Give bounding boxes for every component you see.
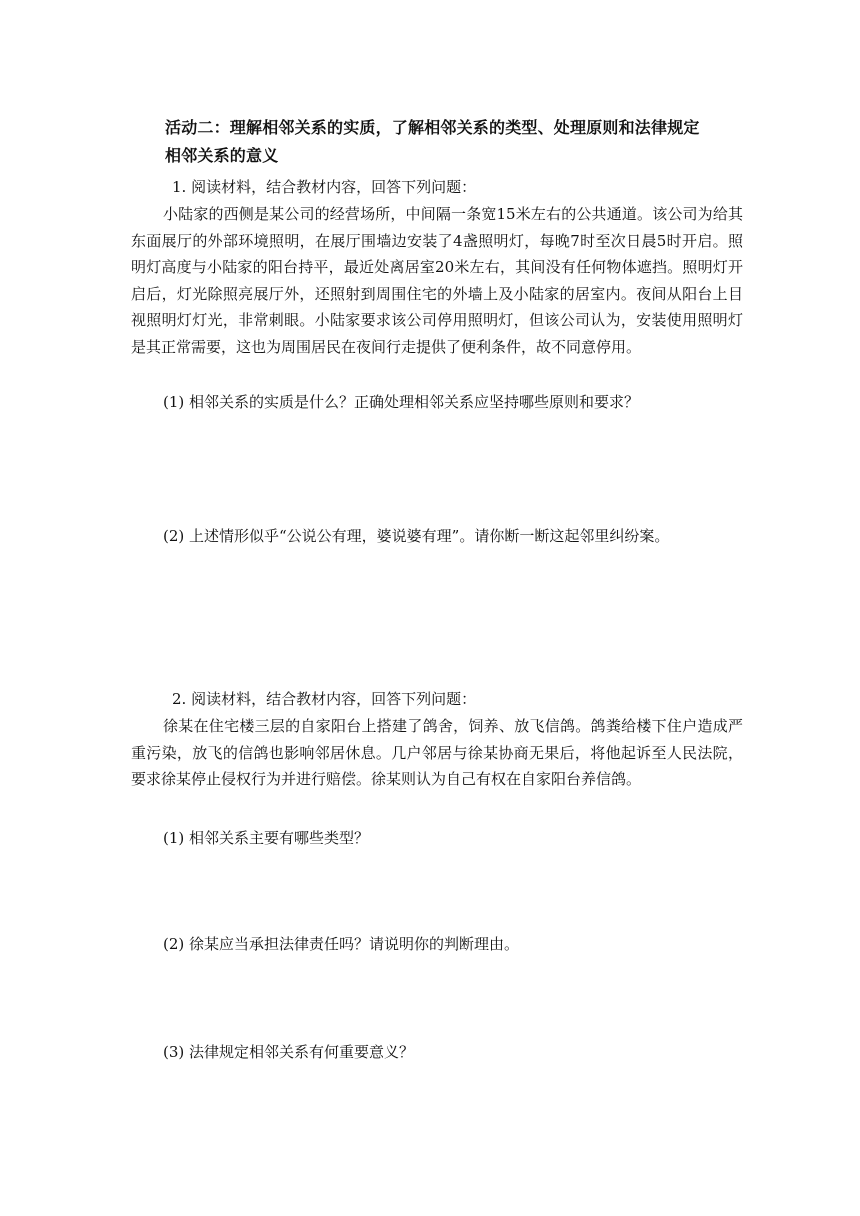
section2-question-1: (1) 相邻关系主要有哪些类型？ (163, 829, 370, 847)
section2-material: 徐某在住宅楼三层的自家阳台上搭建了鸽舍，饲养、放飞信鸽。鸽粪给楼下住户造成严重污染，放飞的信鸽也影响邻居休息。几户邻居与徐某协商无果后，将他起诉至人民法院，要求徐某停止侵权行为并进行赔偿。徐某则认为自己有权在自家阳台养信鸽。 (131, 717, 743, 788)
activity-title (165, 114, 755, 170)
section2-material-block (131, 713, 743, 793)
section1-material: 小陆家的西侧是某公司的经营场所，中间隔一条宽15米左右的公共通道。该公司为给其东面展厅的外部环境照明，在展厅围墙边安装了4盏照明灯，每晚7时至次日晨5时开启。照明灯高度与小陆家的阳台持平，最近处离居室20米左右，其间没有任何物体遮挡。照明灯开启后，灯光除照亮展厅外，还照射到周围住宅的外墙上及小陆家的居室内。夜间从阳台上目视照明灯灯光，非常刺眼。小陆家要求该公司停用照明灯，但该公司认为，安装使用照明灯是其正常需要，这也为周围居民在夜间行走提供了便利条件，故不同意停用。 (131, 205, 743, 356)
section1-heading: 1. 阅读材料，结合教材内容，回答下列问题： (172, 178, 477, 196)
section2-heading: 2. 阅读材料，结合教材内容，回答下列问题： (172, 690, 477, 708)
section2-question-2: (2) 徐某应当承担法律责任吗？请说明你的判断理由。 (163, 935, 520, 953)
section1-material-block (131, 201, 743, 360)
activity-title-line2: 相邻关系的意义 (165, 146, 279, 165)
section1-question-2: (2) 上述情形似乎“公说公有理，婆说婆有理”。请你断一断这起邻里纠纷案。 (163, 527, 670, 545)
section1-question-1: (1) 相邻关系的实质是什么？正确处理相邻关系应坚持哪些原则和要求？ (163, 393, 640, 411)
activity-title-line1: 活动二：理解相邻关系的实质，了解相邻关系的类型、处理原则和法律规定 (165, 118, 700, 137)
section2-question-3: (3) 法律规定相邻关系有何重要意义？ (163, 1043, 415, 1061)
